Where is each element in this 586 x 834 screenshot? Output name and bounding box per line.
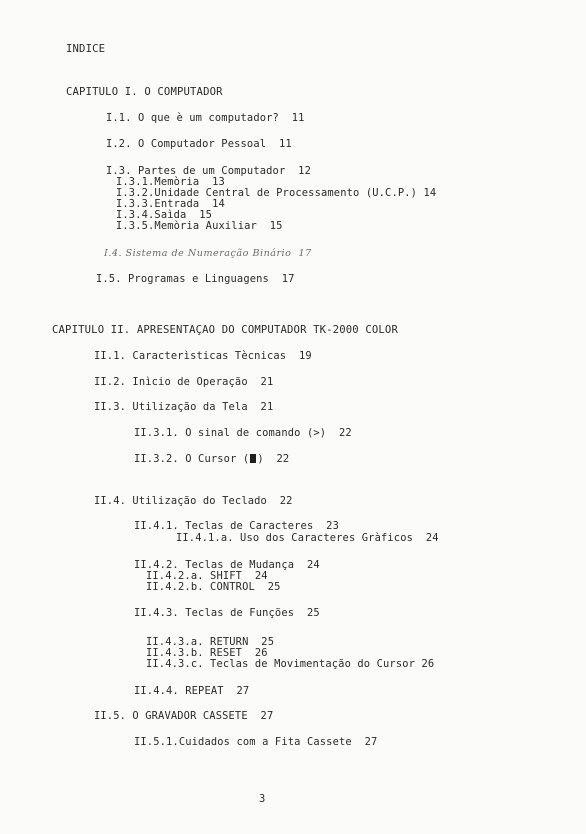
toc-entry-1-3: I.3. Partes de um Computador 12 <box>106 165 311 177</box>
chapter-1-title: CAPITULO I. O COMPUTADOR <box>66 86 223 98</box>
toc-entry-2-4-3-c: II.4.3.c. Teclas de Movimentação do Cursor 26 <box>146 658 435 670</box>
toc-entry-2-3-2: II.3.2. O Cursor ( ) 22 <box>134 453 290 465</box>
toc-entry-1-3-4: I.3.4.Saìda 15 <box>116 209 213 221</box>
toc-entry-2-1: II.1. Caracterìsticas Tècnicas 19 <box>94 350 312 362</box>
toc-entry-1-5: I.5. Programas e Linguagens 17 <box>96 273 295 285</box>
toc-entry-2-4-1-a: II.4.1.a. Uso dos Caracteres Gràficos 24 <box>176 532 439 544</box>
toc-entry-2-4-1: II.4.1. Teclas de Caracteres 23 <box>134 520 339 532</box>
toc-entry-1-2: I.2. O Computador Pessoal 11 <box>106 138 292 150</box>
toc-entry-2-4-2-a: II.4.2.a. SHIFT 24 <box>146 570 268 582</box>
toc-entry-2-2: II.2. Inìcio de Operação 21 <box>94 376 274 388</box>
toc-entry-2-5: II.5. O GRAVADOR CASSETE 27 <box>94 710 274 722</box>
toc-entry-2-4-3: II.4.3. Teclas de Funções 25 <box>134 607 320 619</box>
toc-entry-2-4: II.4. Utilização do Teclado 22 <box>94 495 293 507</box>
cursor-block-icon <box>250 454 256 463</box>
toc-entry-2-4-2: II.4.2. Teclas de Mudança 24 <box>134 559 320 571</box>
toc-entry-2-4-3-a: II.4.3.a. RETURN 25 <box>146 636 275 648</box>
toc-entry-2-5-1: II.5.1.Cuidados com a Fita Cassete 27 <box>134 736 378 748</box>
toc-entry-1-3-3: I.3.3.Entrada 14 <box>116 198 225 210</box>
index-title: INDICE <box>66 43 106 55</box>
chapter-2-title: CAPITULO II. APRESENTAÇAO DO COMPUTADOR TK-2000 COLOR <box>52 324 398 336</box>
toc-entry-2-4-4: II.4.4. REPEAT 27 <box>134 685 250 697</box>
toc-entry-1-1: I.1. O que è um computador? 11 <box>106 112 305 124</box>
toc-entry-2-4-3-b: II.4.3.b. RESET 26 <box>146 647 268 659</box>
toc-entry-1-3-1: I.3.1.Memòria 13 <box>116 176 225 188</box>
toc-entry-1-3-5: I.3.5.Memòria Auxiliar 15 <box>116 220 283 232</box>
toc-entry-1-3-2: I.3.2.Unidade Central de Processamento (U.C.P.) 14 <box>116 187 437 199</box>
toc-entry-2-3-1: II.3.1. O sinal de comando (>) 22 <box>134 427 352 439</box>
toc-entry-2-4-2-b: II.4.2.b. CONTROL 25 <box>146 581 281 593</box>
toc-entry-2-3: II.3. Utilização da Tela 21 <box>94 401 274 413</box>
toc-entry-1-4-handwritten: I.4. Sistema de Numeração Binário 17 <box>104 248 312 259</box>
page-number: 3 <box>259 793 266 805</box>
